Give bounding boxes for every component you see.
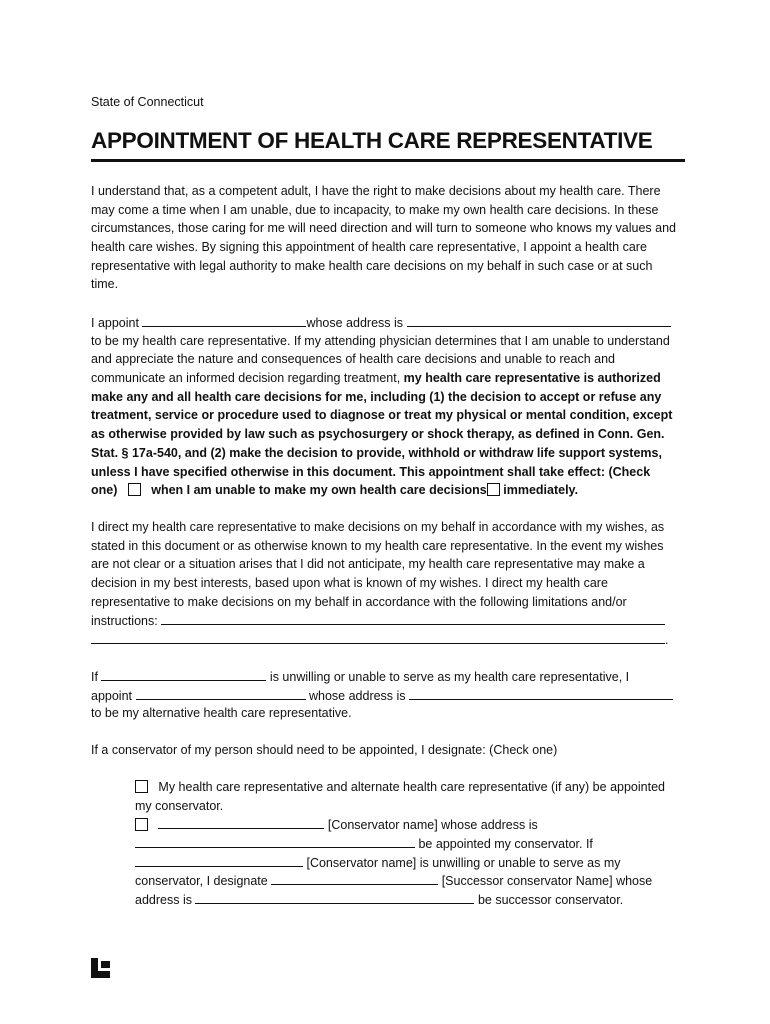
- intro-line: time.: [91, 277, 119, 292]
- instructions-field[interactable]: [161, 611, 665, 625]
- alternate-address-label: whose address is: [308, 688, 406, 703]
- successor-address-label: address is: [135, 893, 192, 908]
- direction-line: I direct my health care representative to make decisions on my behalf in accordance with my wishes, as: [91, 520, 665, 534]
- effective-unable-checkbox[interactable]: [128, 483, 141, 496]
- appointment-line: and appreciate the nature and consequences of health care decisions and unable to reach and: [91, 352, 615, 367]
- unwilling-text: is unwilling or unable to serve as my health care representative, I: [269, 670, 630, 684]
- authority-line: unless I have specified otherwise in this document. This appointment shall take effect: (Check: [91, 464, 651, 479]
- alternate-paragraph: [91, 667, 685, 723]
- primary-representative-name-field[interactable]: [101, 667, 266, 681]
- direction-line: are not clear or a situation arises that I did not anticipate, my health care representative may make a: [91, 557, 645, 572]
- intro-paragraph: [91, 182, 685, 294]
- alternate-appoint-label: appoint: [91, 688, 133, 703]
- state-label: State of Connecticut: [91, 95, 204, 109]
- conservator-option-representative-label-continued: my conservator.: [135, 798, 224, 813]
- alternate-address-field[interactable]: [409, 686, 673, 700]
- conservator-unwilling-text: [Conservator name] is unwilling or unable to serve as my: [306, 855, 621, 870]
- authorized-text: my health care representative is authorized: [403, 371, 661, 386]
- conservator-designate-label: conservator, I designate: [135, 874, 268, 889]
- direction-line: stated in this document or as otherwise known to my health care representative. In the event my wishes: [91, 538, 664, 553]
- if-label: If: [91, 670, 98, 684]
- appointment-paragraph: [91, 313, 685, 500]
- conservator-option-representative-label: My health care representative and alternate health care representative (if any) be appointed: [158, 780, 665, 794]
- conservator-option-representative-checkbox[interactable]: [135, 780, 148, 793]
- authority-line: make any and all health care decisions for me, including (1) the decision to accept or refuse any: [91, 389, 662, 404]
- effective-immediately-checkbox[interactable]: [487, 483, 500, 496]
- document-logo-icon: [91, 958, 110, 978]
- appointment-line: communicate an informed decision regarding treatment,: [91, 371, 404, 386]
- intro-line: health care wishes. By signing this appointment of health care representative, I appoint a health care: [91, 240, 647, 255]
- representative-address-field[interactable]: [407, 313, 671, 327]
- successor-conservator-name-field[interactable]: [271, 871, 438, 885]
- alternate-closing: to be my alternative health care representative.: [91, 706, 352, 721]
- conservator-appointed-text: be appointed my conservator. If: [418, 837, 593, 852]
- conservator-options: [91, 778, 685, 909]
- conservator-name-field[interactable]: [158, 815, 324, 829]
- effective-unable-label: when I am unable to make my own health care decisions: [151, 483, 487, 498]
- intro-line: representative with legal authority to make health care decisions on my behalf in such case or at such: [91, 258, 653, 273]
- successor-closing-text: be successor conservator.: [477, 893, 624, 908]
- direction-paragraph: [91, 518, 685, 649]
- representative-name-field[interactable]: [142, 313, 306, 327]
- authority-line: as otherwise provided by law such as psychosurgery or shock therapy, as defined in Conn. Gen.: [91, 427, 665, 442]
- instructions-end-period: .: [665, 633, 669, 648]
- direction-line: decision in my best interests, based upon what is known of my wishes. I direct my health care: [91, 576, 608, 591]
- effective-immediately-label: immediately.: [503, 483, 579, 498]
- successor-conservator-label: [Successor conservator Name] whose: [441, 874, 653, 889]
- intro-line: circumstances, those caring for me will need direction and will turn to someone who knows my values and: [91, 221, 676, 236]
- conservator-option-named-checkbox[interactable]: [135, 818, 148, 831]
- successor-conservator-address-field[interactable]: [195, 890, 474, 904]
- conservator-address-field[interactable]: [135, 834, 415, 848]
- intro-line: may come a time when I am unable, due to incapacity, to make my own health care decisions. In these: [91, 202, 659, 217]
- authority-line: treatment, service or procedure used to diagnose or treat my physical or mental condition, except: [91, 408, 673, 423]
- address-label: whose address is: [306, 316, 404, 330]
- authority-line: Stat. § 17a-540, and (2) make the decision to provide, withhold or withdraw life support systems,: [91, 445, 662, 460]
- appoint-label: I appoint: [91, 316, 139, 330]
- instructions-field-continued[interactable]: [91, 630, 665, 644]
- intro-line: I understand that, as a competent adult, I have the right to make decisions about my health care. There: [91, 184, 661, 198]
- instructions-label: instructions:: [91, 614, 158, 629]
- alternate-name-field[interactable]: [136, 686, 306, 700]
- conservator-intro: If a conservator of my person should need to be appointed, I designate: (Check one): [91, 743, 558, 757]
- conservator-name-label: [Conservator name] whose address is: [327, 818, 538, 833]
- conservator-name-repeat-field[interactable]: [135, 853, 303, 867]
- document-title: APPOINTMENT OF HEALTH CARE REPRESENTATIVE: [91, 128, 685, 162]
- appointment-line: to be my health care representative. If my attending physician determines that I am unable to understand: [91, 333, 670, 348]
- direction-line: representative to make decisions on my behalf in accordance with the following limitations and/or: [91, 594, 627, 609]
- check-one-label: one): [91, 483, 118, 498]
